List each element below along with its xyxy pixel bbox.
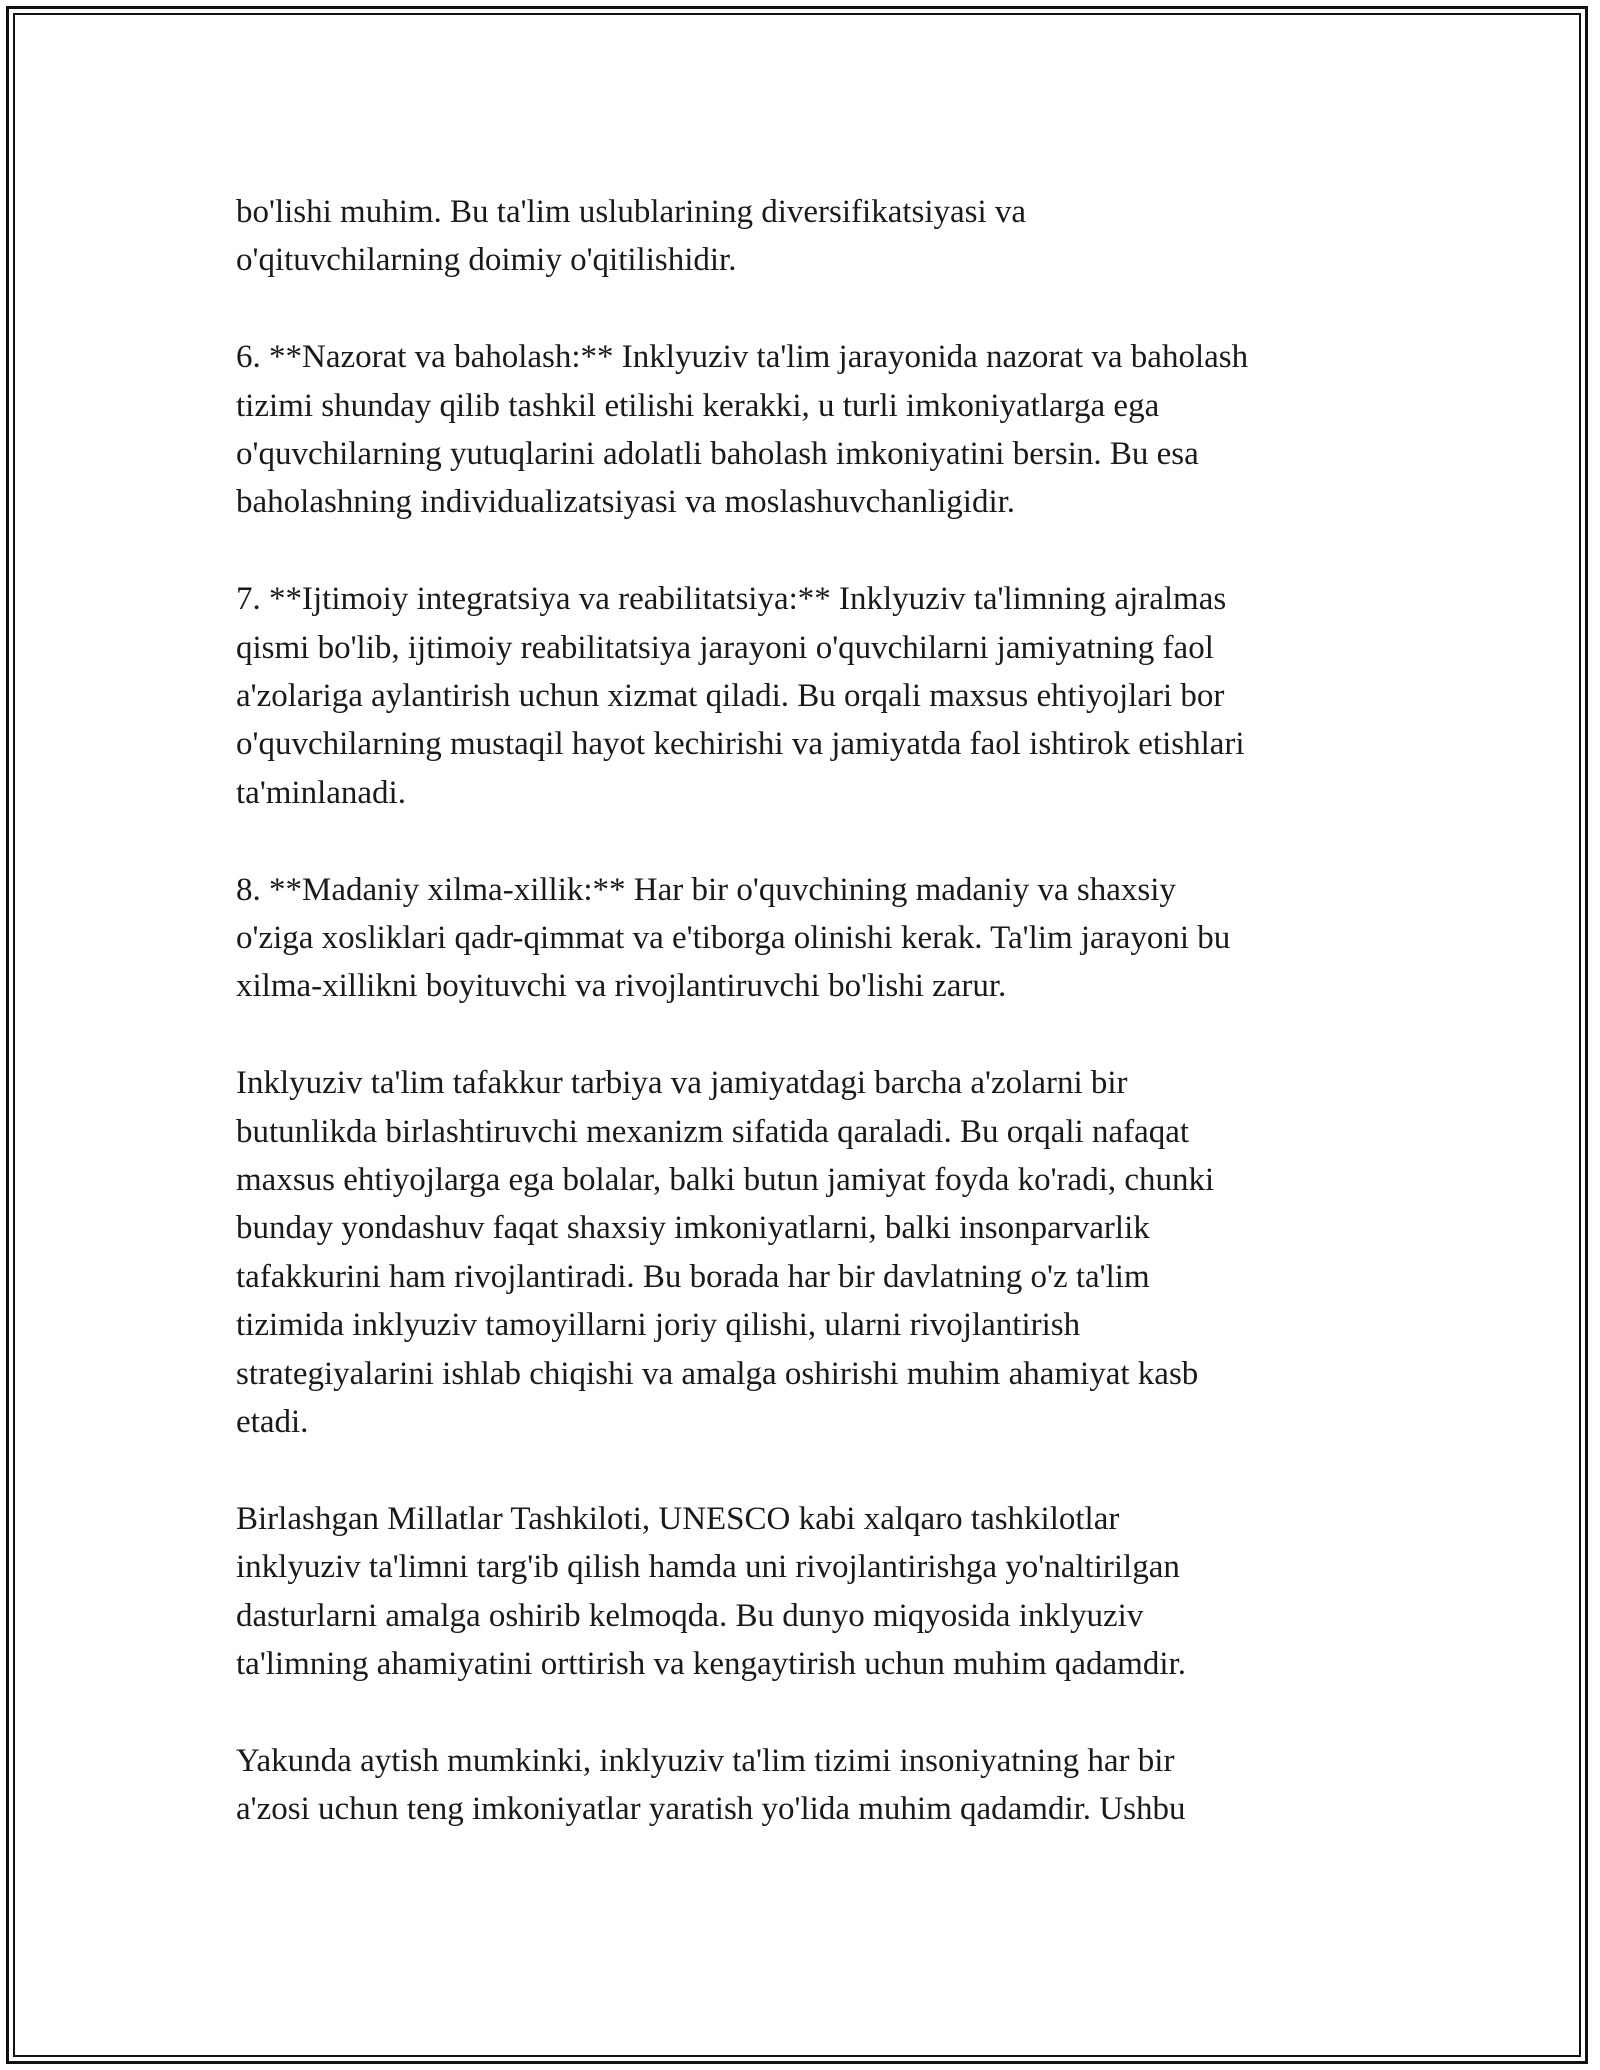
text-line: Yakunda aytish mumkinki, inklyuziv ta'lim tizimi insoniyatning har bir <box>236 1742 1175 1779</box>
paragraph-international-organizations <box>236 1495 1396 1689</box>
text-line: tafakkurini ham rivojlantiradi. Bu borada har bir davlatning o'z ta'lim <box>236 1258 1150 1295</box>
paragraph-inclusive-education <box>236 1059 1396 1446</box>
text-line: Birlashgan Millatlar Tashkiloti, UNESCO kabi xalqaro tashkilotlar <box>236 1500 1120 1537</box>
text-line: Inklyuziv ta'lim tafakkur tarbiya va jamiyatdagi barcha a'zolarni bir <box>236 1065 1128 1102</box>
paragraph-continuation <box>236 188 1396 285</box>
text-line: a'zolariga aylantirish uchun xizmat qiladi. Bu orqali maxsus ehtiyojlari bor <box>236 678 1225 715</box>
paragraph-item-7 <box>236 575 1396 817</box>
text-line: ta'minlanadi. <box>236 774 406 811</box>
text-line: tizimi shunday qilib tashkil etilishi kerakki, u turli imkoniyatlarga ega <box>236 387 1160 424</box>
text-line: bo'lishi muhim. Bu ta'lim uslublarining diversifikatsiyasi va <box>236 194 1027 230</box>
text-line: o'ziga xosliklari qadr-qimmat va e'tiborga olinishi kerak. Ta'lim jarayoni bu <box>236 920 1231 957</box>
text-line: dasturlarni amalga oshirib kelmoqda. Bu dunyo miqyosida inklyuziv <box>236 1597 1144 1634</box>
document-body <box>236 188 1396 1882</box>
text-line: o'quvchilarning mustaqil hayot kechirishi va jamiyatda faol ishtirok etishlari <box>236 726 1245 763</box>
text-line: baholashning individualizatsiyasi va moslashuvchanligidir. <box>236 484 1016 521</box>
text-line: xilma-xillikni boyituvchi va rivojlantiruvchi bo'lishi zarur. <box>236 968 1007 1005</box>
paragraph-conclusion <box>236 1737 1396 1834</box>
paragraph-item-8 <box>236 866 1396 1011</box>
text-line: maxsus ehtiyojlarga ega bolalar, balki butun jamiyat foyda ko'radi, chunki <box>236 1162 1215 1199</box>
text-line: o'quvchilarning yutuqlarini adolatli baholash imkoniyatini bersin. Bu esa <box>236 436 1199 473</box>
text-line: strategiyalarini ishlab chiqishi va amalga oshirishi muhim ahamiyat kasb <box>236 1355 1199 1392</box>
text-line: tizimida inklyuziv tamoyillarni joriy qilishi, ularni rivojlantirish <box>236 1307 1081 1344</box>
paragraph-item-6 <box>236 333 1396 527</box>
text-line: inklyuziv ta'limni targ'ib qilish hamda uni rivojlantirishga yo'naltirilgan <box>236 1549 1180 1586</box>
text-line: 6. **Nazorat va baholash:** Inklyuziv ta'lim jarayonida nazorat va baholash <box>236 339 1249 376</box>
text-line: o'qituvchilarning doimiy o'qitilishidir. <box>236 242 737 279</box>
text-line: a'zosi uchun teng imkoniyatlar yaratish yo'lida muhim qadamdir. Ushbu <box>236 1791 1186 1828</box>
text-line: bunday yondashuv faqat shaxsiy imkoniyatlarni, balki insonparvarlik <box>236 1210 1150 1247</box>
text-line: ta'limning ahamiyatini orttirish va kengaytirish uchun muhim qadamdir. <box>236 1646 1186 1683</box>
text-line: 8. **Madaniy xilma-xillik:** Har bir o'quvchining madaniy va shaxsiy <box>236 871 1176 908</box>
text-line: qismi bo'lib, ijtimoiy reabilitatsiya jarayoni o'quvchilarni jamiyatning faol <box>236 629 1214 666</box>
text-line: etadi. <box>236 1404 309 1441</box>
text-line: 7. **Ijtimoiy integratsiya va reabilitatsiya:** Inklyuziv ta'limning ajralmas <box>236 581 1227 618</box>
text-line: butunlikda birlashtiruvchi mexanizm sifatida qaraladi. Bu orqali nafaqat <box>236 1113 1190 1150</box>
